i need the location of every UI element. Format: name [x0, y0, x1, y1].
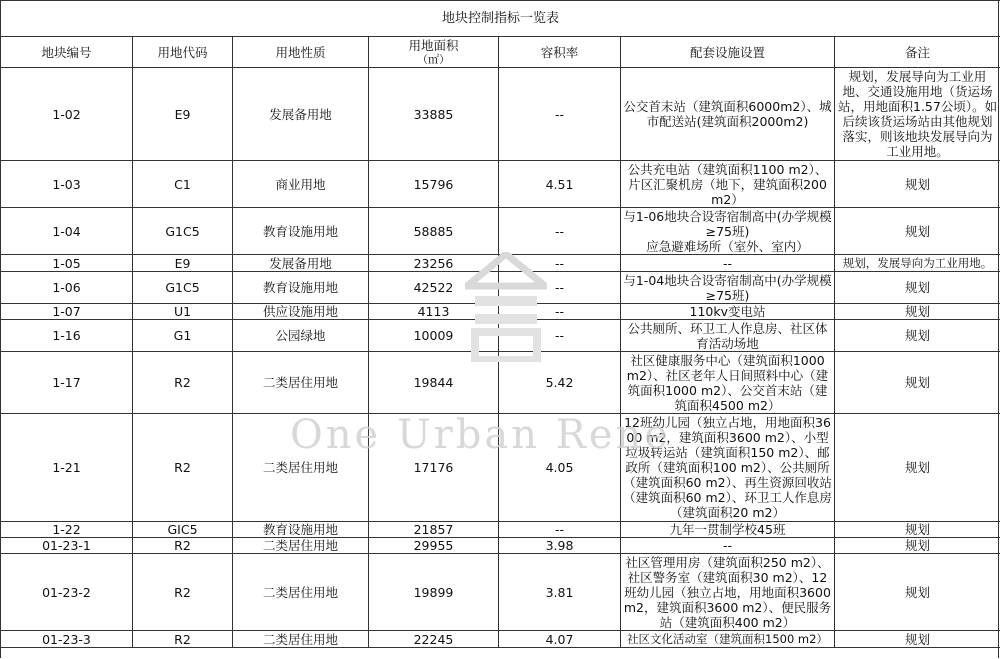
cell-note: 规划	[835, 522, 1000, 538]
cell-note: 规划，发展导向为工业用地、交通设施用地（货运场站，用地面积1.57公顷）。如后续该货运场站由其他规划落实，则该地块发展导向为工业用地。	[835, 68, 1000, 161]
cell-code: R2	[133, 538, 233, 554]
cell-note: 规划	[835, 352, 1000, 414]
table-title: 地块控制指标一览表	[1, 1, 1000, 37]
header-far: 容积率	[499, 37, 621, 68]
cell-facilities: 与1-04地块合设寄宿制高中(办学规模≥75班)	[621, 272, 835, 304]
cell-facilities: 公共充电站（建筑面积1100 m2）、片区汇聚机房（地下，建筑面积200 m2）	[621, 161, 835, 208]
header-land-code: 用地代码	[133, 37, 233, 68]
header-plot-no: 地块编号	[1, 37, 133, 68]
cell-area: 21857	[369, 522, 499, 538]
table-row	[1, 631, 1000, 648]
cell-plot: 01-23-3	[1, 631, 133, 648]
cell-note: 规划	[835, 208, 1000, 255]
cell-area: 19899	[369, 554, 499, 631]
header-notes: 备注	[835, 37, 1000, 68]
cell-use: 二类居住用地	[233, 538, 369, 554]
cell-facilities: 110kv变电站	[621, 304, 835, 320]
cell-code: G1C5	[133, 208, 233, 255]
cell-use: 发展备用地	[233, 255, 369, 272]
cell-use: 商业用地	[233, 161, 369, 208]
cell-facilities: 社区健康服务中心（建筑面积1000 m2）、社区老年人日间照料中心（建筑面积1000 m2）、公交首末站（建筑面积4500 m2）	[621, 352, 835, 414]
cell-plot: 1-05	[1, 255, 133, 272]
cell-area: 19844	[369, 352, 499, 414]
cell-code: R2	[133, 554, 233, 631]
cell-far: 3.98	[499, 538, 621, 554]
cell-code: R2	[133, 631, 233, 648]
cell-code: G1	[133, 320, 233, 352]
cell-note: 规划	[835, 320, 1000, 352]
cell-code: C1	[133, 161, 233, 208]
cell-code: U1	[133, 304, 233, 320]
cell-area: 4113	[369, 304, 499, 320]
cell-plot: 01-23-1	[1, 538, 133, 554]
cell-note: 规划	[835, 272, 1000, 304]
cell-plot: 1-02	[1, 68, 133, 161]
cell-use: 二类居住用地	[233, 554, 369, 631]
cell-facilities: 社区管理用房（建筑面积250 m2）、社区警务室（建筑面积30 m2）、12班幼儿园（独立占地，用地面积3600 m2，建筑面积3600 m2）、便民服务站（建筑面积400 m2）	[621, 554, 835, 631]
cell-area: 17176	[369, 414, 499, 522]
cell-note: 规划	[835, 414, 1000, 522]
cell-use: 二类居住用地	[233, 352, 369, 414]
cell-note: 规划	[835, 538, 1000, 554]
header-land-use: 用地性质	[233, 37, 369, 68]
table-row	[1, 320, 1000, 352]
table-row	[1, 255, 1000, 272]
table-row	[1, 352, 1000, 414]
cell-plot: 01-23-2	[1, 554, 133, 631]
facility-line: 应急避难场所（室外、室内）	[646, 238, 809, 254]
cell-use: 教育设施用地	[233, 272, 369, 304]
cell-area: 22245	[369, 631, 499, 648]
cell-note: 规划	[835, 304, 1000, 320]
header-area-label: 用地面积	[408, 37, 459, 53]
cell-facilities: 公交首末站（建筑面积6000m2）、城市配送站(建筑面积2000m2)	[621, 68, 835, 161]
table-row	[1, 68, 1000, 161]
cell-facilities	[621, 208, 835, 255]
cell-note: 规划	[835, 631, 1000, 648]
cell-facilities: --	[621, 255, 835, 272]
cell-code: R2	[133, 414, 233, 522]
table-row	[1, 161, 1000, 208]
cell-area: 15796	[369, 161, 499, 208]
table-row	[1, 208, 1000, 255]
cell-area: 23256	[369, 255, 499, 272]
cell-far: 3.81	[499, 554, 621, 631]
cell-facilities: 九年一贯制学校45班	[621, 522, 835, 538]
table-row	[1, 554, 1000, 631]
cell-facilities: --	[621, 538, 835, 554]
header-facilities: 配套设施设置	[621, 37, 835, 68]
cell-facilities: 12班幼儿园（独立占地，用地面积3600 m2，建筑面积3600 m2）、小型垃圾转运站（建筑面积150 m2）、邮政所（建筑面积100 m2）、公共厕所（建筑面积60 m2）、再生资源回收站（建筑面积60 m2）、环卫工人作息房（建筑面积20 m2）	[621, 414, 835, 522]
cell-area: 33885	[369, 68, 499, 161]
cell-far: --	[499, 522, 621, 538]
cell-far: --	[499, 68, 621, 161]
cell-note: 规划	[835, 161, 1000, 208]
cell-code: G1C5	[133, 272, 233, 304]
cell-facilities: 社区文化活动室（建筑面积1500 m2）	[621, 631, 835, 648]
cell-plot: 1-03	[1, 161, 133, 208]
cell-far: 4.07	[499, 631, 621, 648]
cell-plot: 1-07	[1, 304, 133, 320]
table-row	[1, 522, 1000, 538]
cell-far: --	[499, 255, 621, 272]
facility-line: 与1-06地块合设寄宿制高中(办学规模≥75班)	[623, 208, 832, 239]
cell-code: R2	[133, 352, 233, 414]
cell-far: --	[499, 208, 621, 255]
cell-note: 规划	[835, 554, 1000, 631]
cell-far: --	[499, 272, 621, 304]
cell-area: 10009	[369, 320, 499, 352]
table-row	[1, 538, 1000, 554]
cell-plot: 1-06	[1, 272, 133, 304]
cell-plot: 1-22	[1, 522, 133, 538]
cell-plot: 1-17	[1, 352, 133, 414]
cell-area: 29955	[369, 538, 499, 554]
cell-use: 发展备用地	[233, 68, 369, 161]
table-row	[1, 272, 1000, 304]
cell-use: 供应设施用地	[233, 304, 369, 320]
table-row	[1, 414, 1000, 522]
header-area	[369, 37, 499, 68]
cell-use: 公园绿地	[233, 320, 369, 352]
cell-far: 5.42	[499, 352, 621, 414]
cell-area: 42522	[369, 272, 499, 304]
cell-code: E9	[133, 68, 233, 161]
cell-far: --	[499, 304, 621, 320]
cell-far: --	[499, 320, 621, 352]
cell-note: 规划，发展导向为工业用地。	[835, 255, 1000, 272]
cell-facilities: 公共厕所、环卫工人作息房、社区体育活动场地	[621, 320, 835, 352]
cell-plot: 1-21	[1, 414, 133, 522]
cell-use: 二类居住用地	[233, 414, 369, 522]
cell-far: 4.05	[499, 414, 621, 522]
cell-plot: 1-16	[1, 320, 133, 352]
cell-far: 4.51	[499, 161, 621, 208]
cell-code: E9	[133, 255, 233, 272]
header-area-unit: （㎡）	[417, 52, 450, 66]
watermark-text: One Urban Rene	[290, 412, 671, 458]
header-row	[1, 37, 1000, 68]
cell-plot: 1-04	[1, 208, 133, 255]
cell-area: 58885	[369, 208, 499, 255]
cell-code: GIC5	[133, 522, 233, 538]
table-row	[1, 304, 1000, 320]
cell-use: 教育设施用地	[233, 522, 369, 538]
cell-use: 教育设施用地	[233, 208, 369, 255]
cell-use: 二类居住用地	[233, 631, 369, 648]
